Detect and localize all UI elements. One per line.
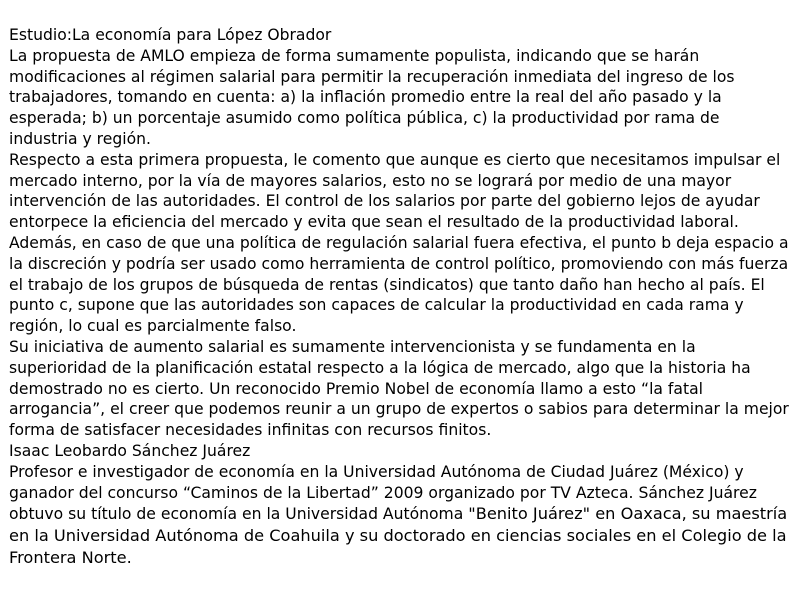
author-bio-part-1: Profesor e investigador de economía en la Universidad Autónoma de Ciudad Juárez (México) y ganador del concurso “Caminos de la Libertad” 2009 organizado por TV Azteca. Sánchez Juárez obtuvo su título de economía en la Universidad Autónoma	[9, 462, 757, 524]
article-title: Estudio:La economía para López Obrador	[9, 26, 332, 44]
paragraph-1: La propuesta de AMLO empieza de forma sumamente populista, indicando que se harán modificaciones al régimen salarial para permitir la recuperación inmediata del ingreso de los trabajadores, tomando en cuenta: a) la inflación promedio entre la real del año pasado y la esperada; b) un porcentaje asumido como política pública, c) la productividad por rama de industria y región.	[9, 46, 735, 148]
article-body	[9, 25, 793, 569]
paragraph-3: Su iniciativa de aumento salarial es sumamente intervencionista y se fundamenta en la superioridad de la planificación estatal respecto a la lógica de mercado, algo que la historia ha demostrado no es cierto. Un reconocido Premio Nobel de economía llamo a esto “la fatal arrogancia”, el creer que podemos reunir a un grupo de expertos o sabios para determinar la mejor forma de satisfacer necesidades infinitas con recursos finitos.	[9, 337, 789, 440]
author-bio-part-2: "Benito Juárez" en Oaxaca, su maestría en la Universidad Autónoma de Coahuila y su doctorado en ciencias sociales en el Colegio de la Frontera Norte.	[9, 504, 788, 567]
paragraph-2: Respecto a esta primera propuesta, le comento que aunque es cierto que necesitamos impulsar el mercado interno, por la vía de mayores salarios, esto no se logrará por medio de una mayor intervención de las autoridades. El control de los salarios por parte del gobierno lejos de ayudar entorpece la eficiencia del mercado y evita que sean el resultado de la productividad laboral. Además, en caso de que una política de regulación salarial fuera efectiva, el punto b deja espacio a la discreción y podría ser usado como herramienta de control político, promoviendo con más fuerza el trabajo de los grupos de búsqueda de rentas (sindicatos) que tanto daño han hecho al país. El punto c, supone que las autoridades son capaces de calcular la productividad en cada rama y región, lo cual es parcialmente falso.	[9, 150, 789, 336]
author-bio	[9, 462, 793, 569]
author-name: Isaac Leobardo Sánchez Juárez	[9, 441, 251, 460]
